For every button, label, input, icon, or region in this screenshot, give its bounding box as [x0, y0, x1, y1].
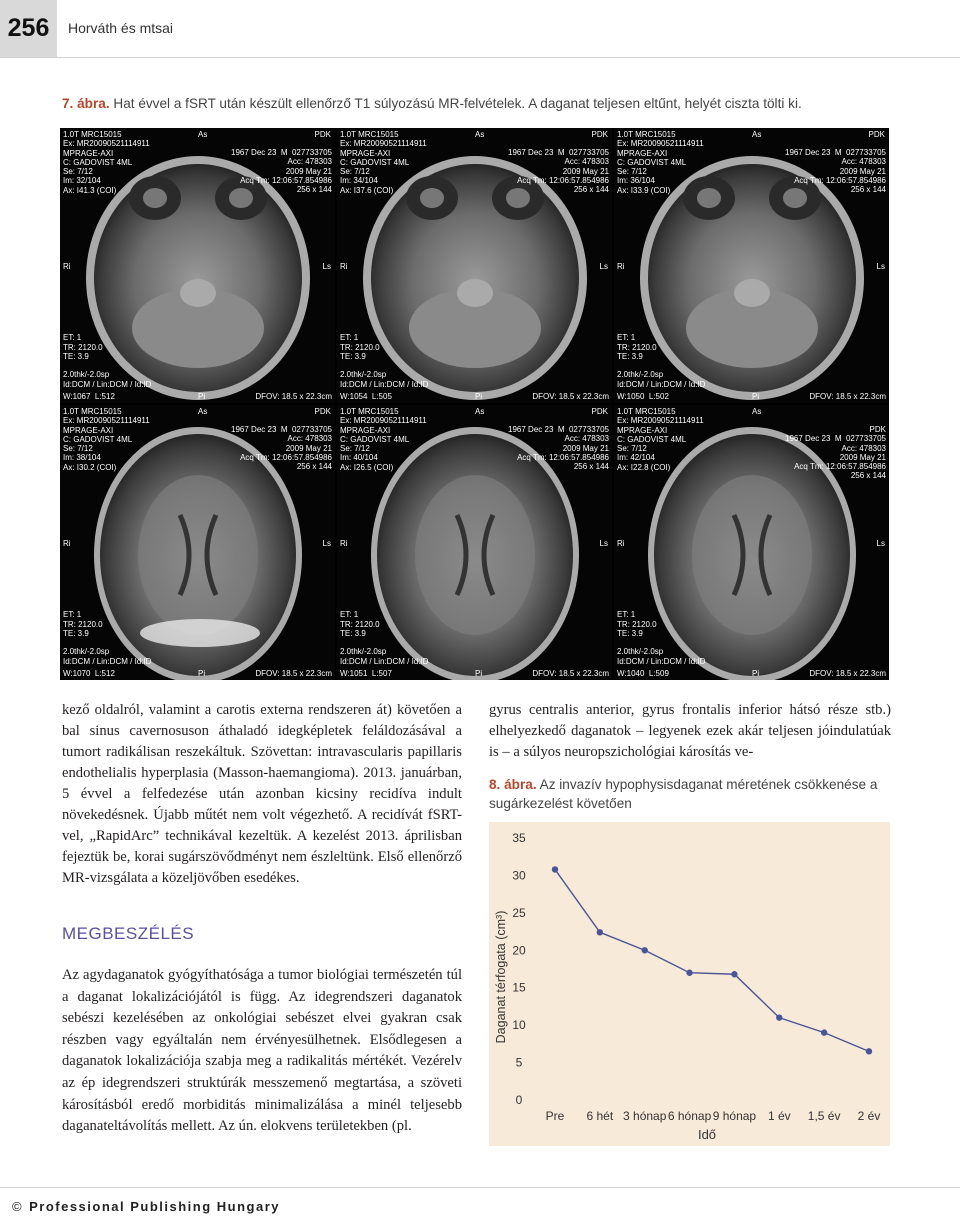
mri-orientation-anterior: As — [198, 130, 208, 139]
data-point — [686, 970, 692, 976]
chart-svg — [489, 822, 890, 1146]
mri-orientation-pdk: PDK — [868, 130, 885, 139]
mri-sequence-info: ET: 1 TR: 2120.0 TE: 3.9 2.0thk/-2.0sp Id:DCM / Lin:DCM / Id:ID — [340, 333, 429, 389]
mri-fov-info: DFOV: 18.5 x 22.3cm — [255, 668, 332, 678]
mri-header-info: 1.0T MRC15015 Ex: MR20090521114911 MPRAGE-AXI C: GADOVIST 4ML Se: 7/12 Im: 36/104 Ax: I33.9 (COI) — [617, 130, 704, 195]
body-paragraph: gyrus centralis anterior, gyrus frontalis inferior hátsó része stb.) elhelyezkedő daganatok – legyenek ezek akár teljesen jóindulatúak is – a súlyos neuropszichológiai károsítás ve- — [489, 702, 891, 760]
left-column-text-2 — [62, 965, 462, 1138]
mri-orientation-anterior: As — [198, 407, 208, 416]
publisher-credit — [12, 1199, 280, 1214]
mri-sequence-info: ET: 1 TR: 2120.0 TE: 3.9 2.0thk/-2.0sp Id:DCM / Lin:DCM / Id:ID — [617, 333, 706, 389]
mri-fov-info: DFOV: 18.5 x 22.3cm — [532, 668, 609, 678]
mri-sequence-info: ET: 1 TR: 2120.0 TE: 3.9 2.0thk/-2.0sp Id:DCM / Lin:DCM / Id:ID — [617, 610, 706, 666]
mri-patient-info: 1967 Dec 23 M 027733705 Acc: 478303 2009 May 21 Acq Tm: 12:06:57.854986 256 x 144 — [508, 425, 609, 472]
mri-sequence-info: ET: 1 TR: 2120.0 TE: 3.9 2.0thk/-2.0sp Id:DCM / Lin:DCM / Id:ID — [63, 610, 152, 666]
mri-window-level: W:1040 L:509 — [617, 668, 669, 678]
mri-window-level: W:1051 L:507 — [340, 668, 392, 678]
y-tick-label: 25 — [512, 905, 526, 920]
mri-image-grid — [60, 128, 889, 680]
mri-orientation-anterior: As — [752, 130, 762, 139]
mri-orientation-right: Ri — [63, 539, 71, 548]
y-tick-label: 35 — [512, 831, 526, 845]
figure7-caption-text: Hat évvel a fSRT után készült ellenőrző T1 súlyozású MR-felvételek. A daganat teljesen eltűnt, helyét ciszta tölti ki. — [113, 96, 802, 111]
y-tick-label: 30 — [512, 868, 526, 883]
mri-slice-panel — [614, 405, 889, 680]
mri-window-level: W:1067 L:512 — [63, 391, 115, 401]
header-divider — [0, 57, 960, 58]
mri-fov-info: DFOV: 18.5 x 22.3cm — [255, 391, 332, 401]
publisher-name: Professional Publishing Hungary — [29, 1199, 281, 1214]
mri-window-level: W:1070 L:512 — [63, 668, 115, 678]
figure7-label: 7. ábra. — [62, 96, 110, 111]
figure8-label: 8. ábra. — [489, 777, 537, 792]
data-point — [597, 929, 603, 935]
y-axis-title: Daganat térfogata (cm³) — [494, 910, 508, 1044]
mri-orientation-pdk: PDK — [314, 407, 331, 416]
running-head: Horváth és mtsai — [68, 20, 174, 36]
mri-slice-panel — [60, 405, 335, 680]
mri-fov-info: DFOV: 18.5 x 22.3cm — [532, 391, 609, 401]
mri-patient-info: 1967 Dec 23 M 027733705 Acc: 478303 2009 May 21 Acq Tm: 12:06:57.854986 256 x 144 — [231, 148, 332, 195]
mri-orientation-left: Ls — [876, 262, 885, 271]
mri-orientation-pdk: PDK — [591, 130, 608, 139]
figure7-caption — [62, 96, 932, 111]
mri-orientation-posterior: Pi — [752, 668, 760, 678]
mri-patient-info: 1967 Dec 23 M 027733705 Acc: 478303 2009 May 21 Acq Tm: 12:06:57.854986 256 x 144 — [785, 148, 886, 195]
right-column-text — [489, 700, 891, 763]
x-tick-label: 3 hónap — [623, 1109, 667, 1123]
body-paragraph: kező oldalról, valamint a carotis externa rendszeren át) követően a bal sinus cavernosuson áthaladó idegképletek feláldozásával a tumort radikálisan reszekáltuk. Szövettan: intravascularis papillaris endothelialis hyperplasia (Masson-haemangioma). 2013. januárban, 5 évvel a felfedezése után azonban kicsiny recidíva indult növekedésnek. Újabb műtét nem volt végezhető. A recidívát fSRT-vel, „RapidArc” technikával kezeltük. A kezelést 2013. áprilisban fejeztük be, korai sugárszövődményt nem észleltünk. Első ellenőrző MR-vizsgálata a közeljövőben esedékes. — [62, 702, 462, 886]
mri-orientation-right: Ri — [340, 539, 348, 548]
x-tick-label: 6 hét — [586, 1109, 614, 1123]
mri-slice-panel — [337, 128, 612, 403]
mri-header-info: 1.0T MRC15015 Ex: MR20090521114911 MPRAGE-AXI C: GADOVIST 4ML Se: 7/12 Im: 42/104 Ax: I22.8 (COI) — [617, 407, 704, 472]
mri-orientation-right: Ri — [617, 539, 625, 548]
mri-orientation-posterior: Pi — [475, 668, 483, 678]
section-heading: MEGBESZÉLÉS — [62, 924, 195, 943]
mri-orientation-right: Ri — [340, 262, 348, 271]
body-paragraph: Az agydaganatok gyógyíthatósága a tumor biológiai természetén túl a daganat lokalizációjától is függ. Az idegrendszeri daganatok sebészi kezelésében az onkológiai sebészet elvei gyakran csak részben vagy egyáltalán nem érvényesülhetnek. Elsődlegesen a daganatok lokalizációja szabja meg a radikalitás mértékét. Vezérelv az ép idegrendszeri struktúrák messzemenő megtartása, a szöveti károsításból eredő morbiditás minimalizálása a minél teljesebb daganateltávolítás mellett. Az ún. elokvens területekben (pl. — [62, 967, 462, 1135]
mri-patient-info: PDK 1967 Dec 23 M 027733705 Acc: 478303 2009 May 21 Acq Tm: 12:06:57.854986 256 x 144 — [785, 425, 886, 481]
mri-orientation-anterior: As — [752, 407, 762, 416]
mri-orientation-left: Ls — [599, 539, 608, 548]
copyright-icon: © — [12, 1199, 24, 1214]
mri-fov-info: DFOV: 18.5 x 22.3cm — [809, 668, 886, 678]
mri-header-info: 1.0T MRC15015 Ex: MR20090521114911 MPRAGE-AXI C: GADOVIST 4ML Se: 7/12 Im: 32/104 Ax: I41.3 (COI) — [63, 130, 150, 195]
series-line — [555, 869, 869, 1051]
mri-orientation-left: Ls — [876, 539, 885, 548]
tumor-volume-chart — [489, 822, 890, 1146]
mri-orientation-left: Ls — [322, 539, 331, 548]
mri-patient-info: 1967 Dec 23 M 027733705 Acc: 478303 2009 May 21 Acq Tm: 12:06:57.854986 256 x 144 — [508, 148, 609, 195]
x-tick-label: 2 év — [857, 1109, 881, 1123]
mri-orientation-posterior: Pi — [752, 391, 760, 401]
page-header — [0, 0, 960, 58]
mri-fov-info: DFOV: 18.5 x 22.3cm — [809, 391, 886, 401]
y-tick-label: 0 — [515, 1093, 523, 1107]
mri-orientation-pdk: PDK — [314, 130, 331, 139]
data-point — [552, 866, 558, 872]
y-tick-label: 5 — [515, 1055, 523, 1070]
x-tick-label: 9 hónap — [712, 1109, 757, 1123]
mri-orientation-anterior: As — [475, 130, 485, 139]
mri-orientation-posterior: Pi — [198, 668, 206, 678]
data-point — [731, 971, 737, 977]
mri-window-level: W:1050 L:502 — [617, 391, 669, 401]
mri-header-info: 1.0T MRC15015 Ex: MR20090521114911 MPRAGE-AXI C: GADOVIST 4ML Se: 7/12 Im: 34/104 Ax: I37.6 (COI) — [340, 130, 427, 195]
mri-header-info: 1.0T MRC15015 Ex: MR20090521114911 MPRAGE-AXI C: GADOVIST 4ML Se: 7/12 Im: 38/104 Ax: I30.2 (COI) — [63, 407, 150, 472]
page-number: 256 — [0, 0, 57, 58]
x-tick-label: 1,5 év — [807, 1109, 841, 1123]
mri-window-level: W:1054 L:505 — [340, 391, 392, 401]
page-footer — [0, 1187, 960, 1218]
x-tick-label: 6 hónap — [667, 1109, 712, 1123]
y-tick-label: 15 — [512, 980, 526, 995]
x-axis-title: Idő — [697, 1127, 717, 1142]
mri-orientation-posterior: Pi — [475, 391, 483, 401]
x-tick-label: 1 év — [767, 1109, 791, 1123]
mri-slice-panel — [60, 128, 335, 403]
mri-sequence-info: ET: 1 TR: 2120.0 TE: 3.9 2.0thk/-2.0sp Id:DCM / Lin:DCM / Id:ID — [340, 610, 429, 666]
data-point — [866, 1048, 872, 1054]
left-column-text — [62, 700, 462, 889]
data-point — [776, 1014, 782, 1020]
y-tick-label: 10 — [512, 1018, 526, 1033]
data-point — [642, 947, 648, 953]
mri-orientation-anterior: As — [475, 407, 485, 416]
mri-orientation-left: Ls — [599, 262, 608, 271]
mri-header-info: 1.0T MRC15015 Ex: MR20090521114911 MPRAGE-AXI C: GADOVIST 4ML Se: 7/12 Im: 40/104 Ax: I26.5 (COI) — [340, 407, 427, 472]
mri-orientation-pdk: PDK — [591, 407, 608, 416]
y-tick-label: 20 — [512, 943, 526, 958]
figure8-caption-text: Az invazív hypophysisdaganat méretének csökkenése a sugárkezelést követően — [489, 777, 878, 811]
mri-slice-panel — [614, 128, 889, 403]
mri-orientation-right: Ri — [63, 262, 71, 271]
x-tick-label: Pre — [545, 1109, 565, 1123]
mri-sequence-info: ET: 1 TR: 2120.0 TE: 3.9 2.0thk/-2.0sp Id:DCM / Lin:DCM / Id:ID — [63, 333, 152, 389]
mri-slice-panel — [337, 405, 612, 680]
data-point — [821, 1029, 827, 1035]
mri-orientation-left: Ls — [322, 262, 331, 271]
mri-orientation-right: Ri — [617, 262, 625, 271]
figure8-caption — [489, 775, 894, 813]
mri-patient-info: 1967 Dec 23 M 027733705 Acc: 478303 2009 May 21 Acq Tm: 12:06:57.854986 256 x 144 — [231, 425, 332, 472]
mri-orientation-posterior: Pi — [198, 391, 206, 401]
